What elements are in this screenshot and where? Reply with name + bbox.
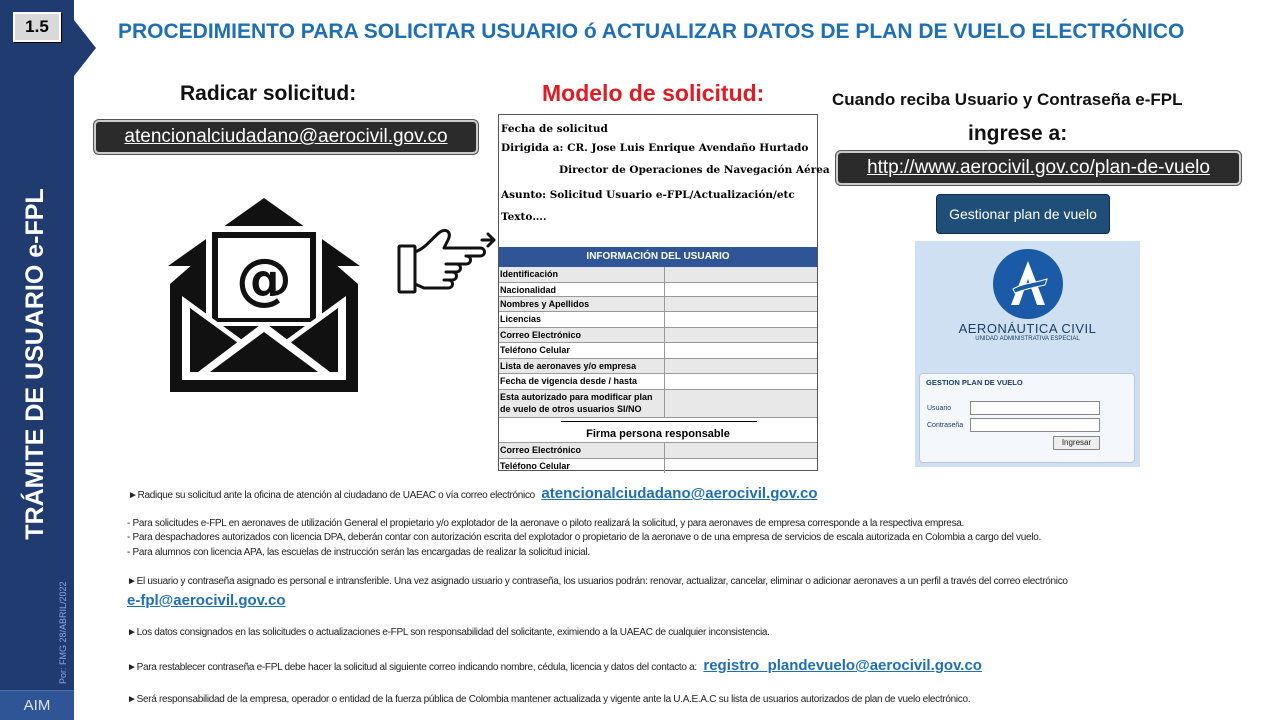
table-row: Licencias	[499, 312, 817, 328]
logo-a-mark	[993, 249, 1063, 319]
table-row: Nombres y Apellidos	[499, 297, 817, 313]
plan-de-vuelo-url-link[interactable]: http://www.aerocivil.gov.co/plan-de-vuelo	[836, 151, 1241, 185]
note-intransferible: ►El usuario y contraseña asignado es personal e intransferible. Una vez asignado usuario y contraseña, los usuarios podrán: renovar, actualizar, cancelar, eliminar o adicionar aeronaves a un perfil a través del correo electrónico	[127, 576, 1068, 587]
email-link[interactable]: atencionalciudadano@aerocivil.gov.co	[94, 120, 478, 154]
note-despachadores: - Para despachadores autorizados con licencia DPA, deberán contar con autorización escrita del explotador o propietario de la aeronave o de una empresa de servicios de escala autorizada en Colombia a cargo del vuelo.	[127, 532, 1041, 543]
table-row: Correo Electrónico	[499, 443, 817, 459]
username-input[interactable]	[970, 401, 1100, 415]
contact-table	[499, 442, 817, 473]
table-row: Teléfono Celular	[499, 459, 817, 474]
table-row: Correo Electrónico	[499, 328, 817, 344]
email-envelope-icon	[168, 196, 360, 396]
ingreso-heading: ingrese a:	[968, 122, 1068, 145]
username-label: Usuario	[927, 405, 952, 412]
autorizado-line-1: Esta autorizado para modificar plan	[500, 391, 653, 402]
org-name: AERONÁUTICA CIVIL	[958, 321, 1097, 336]
ingreso-instruction: Cuando reciba Usuario y Contraseña e-FPL	[832, 90, 1183, 109]
pointing-hand-icon	[396, 224, 500, 300]
aim-footer: AIM	[0, 690, 74, 720]
autorizado-line-2: de vuelo de otros usuarios SI/NO	[500, 404, 642, 414]
password-input[interactable]	[970, 418, 1100, 432]
table-row	[499, 390, 817, 418]
section-badge: 1.5	[13, 12, 61, 42]
login-form	[919, 373, 1135, 463]
info-header: INFORMACIÓN DEL USUARIO	[499, 247, 817, 267]
note-radique: ►Radique su solicitud ante la oficina de atención al ciudadano de UAEAC o vía correo electrónico atencionalciudadano@aerocivil.gov.co	[128, 485, 818, 502]
table-row: Identificación	[499, 267, 817, 283]
page-title: PROCEDIMIENTO PARA SOLICITAR USUARIO ó ACTUALIZAR DATOS DE PLAN DE VUELO ELECTRÓNICO	[118, 20, 1185, 43]
radicar-heading: Radicar solicitud:	[180, 82, 357, 105]
efpl-email-link[interactable]: e-fpl@aerocivil.gov.co	[127, 592, 286, 609]
request-form-model	[498, 114, 830, 471]
login-screenshot	[915, 241, 1140, 467]
form-asunto: Asunto: Solicitud Usuario e-FPL/Actualización/etc	[501, 189, 795, 201]
note-empresa: ►Será responsabilidad de la empresa, operador o entidad de la fuerza pública de Colombia mantener actualizada y vigente ante la U.A.E.A.C su lista de usuarios autorizados de plan de vuelo electrónico.	[127, 694, 971, 705]
vertical-title: TRÁMITE DE USUARIO e-FPL	[21, 188, 49, 540]
signature-label: Firma persona responsable	[586, 428, 730, 440]
note-responsabilidad: ►Los datos consignados en las solicitudes o actualizaciones e-FPL son responsabilidad del solicitante, eximiendo a la UAEAC de cualquier inconsistencia.	[127, 627, 770, 638]
form-texto: Texto….	[501, 211, 547, 223]
note-alumnos: - Para alumnos con licencia APA, las escuelas de instrucción serán las encargadas de realizar la solicitud inicial.	[127, 547, 590, 558]
org-subtitle: UNIDAD ADMINISTRATIVA ESPECIAL	[975, 336, 1080, 342]
table-row: Fecha de vigencia desde / hasta	[499, 374, 817, 390]
registro-email-link[interactable]: registro_plandevuelo@aerocivil.gov.co	[703, 657, 982, 674]
author-note: Por: FMG 28/ABRIL/2022	[58, 581, 68, 684]
modelo-heading: Modelo de solicitud:	[542, 80, 765, 106]
table-row: Nacionalidad	[499, 283, 817, 297]
password-label: Contraseña	[927, 422, 964, 429]
table-row: Lista de aeronaves y/o empresa	[499, 359, 817, 375]
table-row: Teléfono Celular	[499, 343, 817, 359]
note-restablecer: ►Para restablecer contraseña e-FPL debe hacer la solicitud al siguiente correo indicando nombre, cédula, licencia y datos del contacto a: registro_plandevuelo@aerocivil.gov.co	[127, 657, 982, 674]
login-title: GESTION PLAN DE VUELO	[926, 378, 1023, 387]
form-dirigida: Dirigida a: CR. Jose Luis Enrique Avendaño Hurtado	[501, 142, 809, 154]
aerocivil-logo-icon	[993, 249, 1063, 319]
atencion-email-link[interactable]: atencionalciudadano@aerocivil.gov.co	[541, 485, 818, 502]
gestionar-plan-button[interactable]: Gestionar plan de vuelo	[936, 194, 1110, 234]
sidebar-arrow	[74, 20, 96, 76]
form-fecha: Fecha de solicitud	[501, 123, 608, 135]
ingresar-button[interactable]: Ingresar	[1053, 436, 1100, 450]
form-director: Director de Operaciones de Navegación Aérea	[559, 164, 830, 176]
note-general: - Para solicitudes e-FPL en aeronaves de utilización General el propietario y/o explotador de la aeronave o piloto realizará la solicitud, y para aeronaves de empresa corresponde a la respectiva empresa.	[127, 518, 965, 529]
svg-text:@: @	[236, 247, 292, 312]
signature-line	[561, 421, 757, 422]
user-info-table	[499, 267, 817, 418]
